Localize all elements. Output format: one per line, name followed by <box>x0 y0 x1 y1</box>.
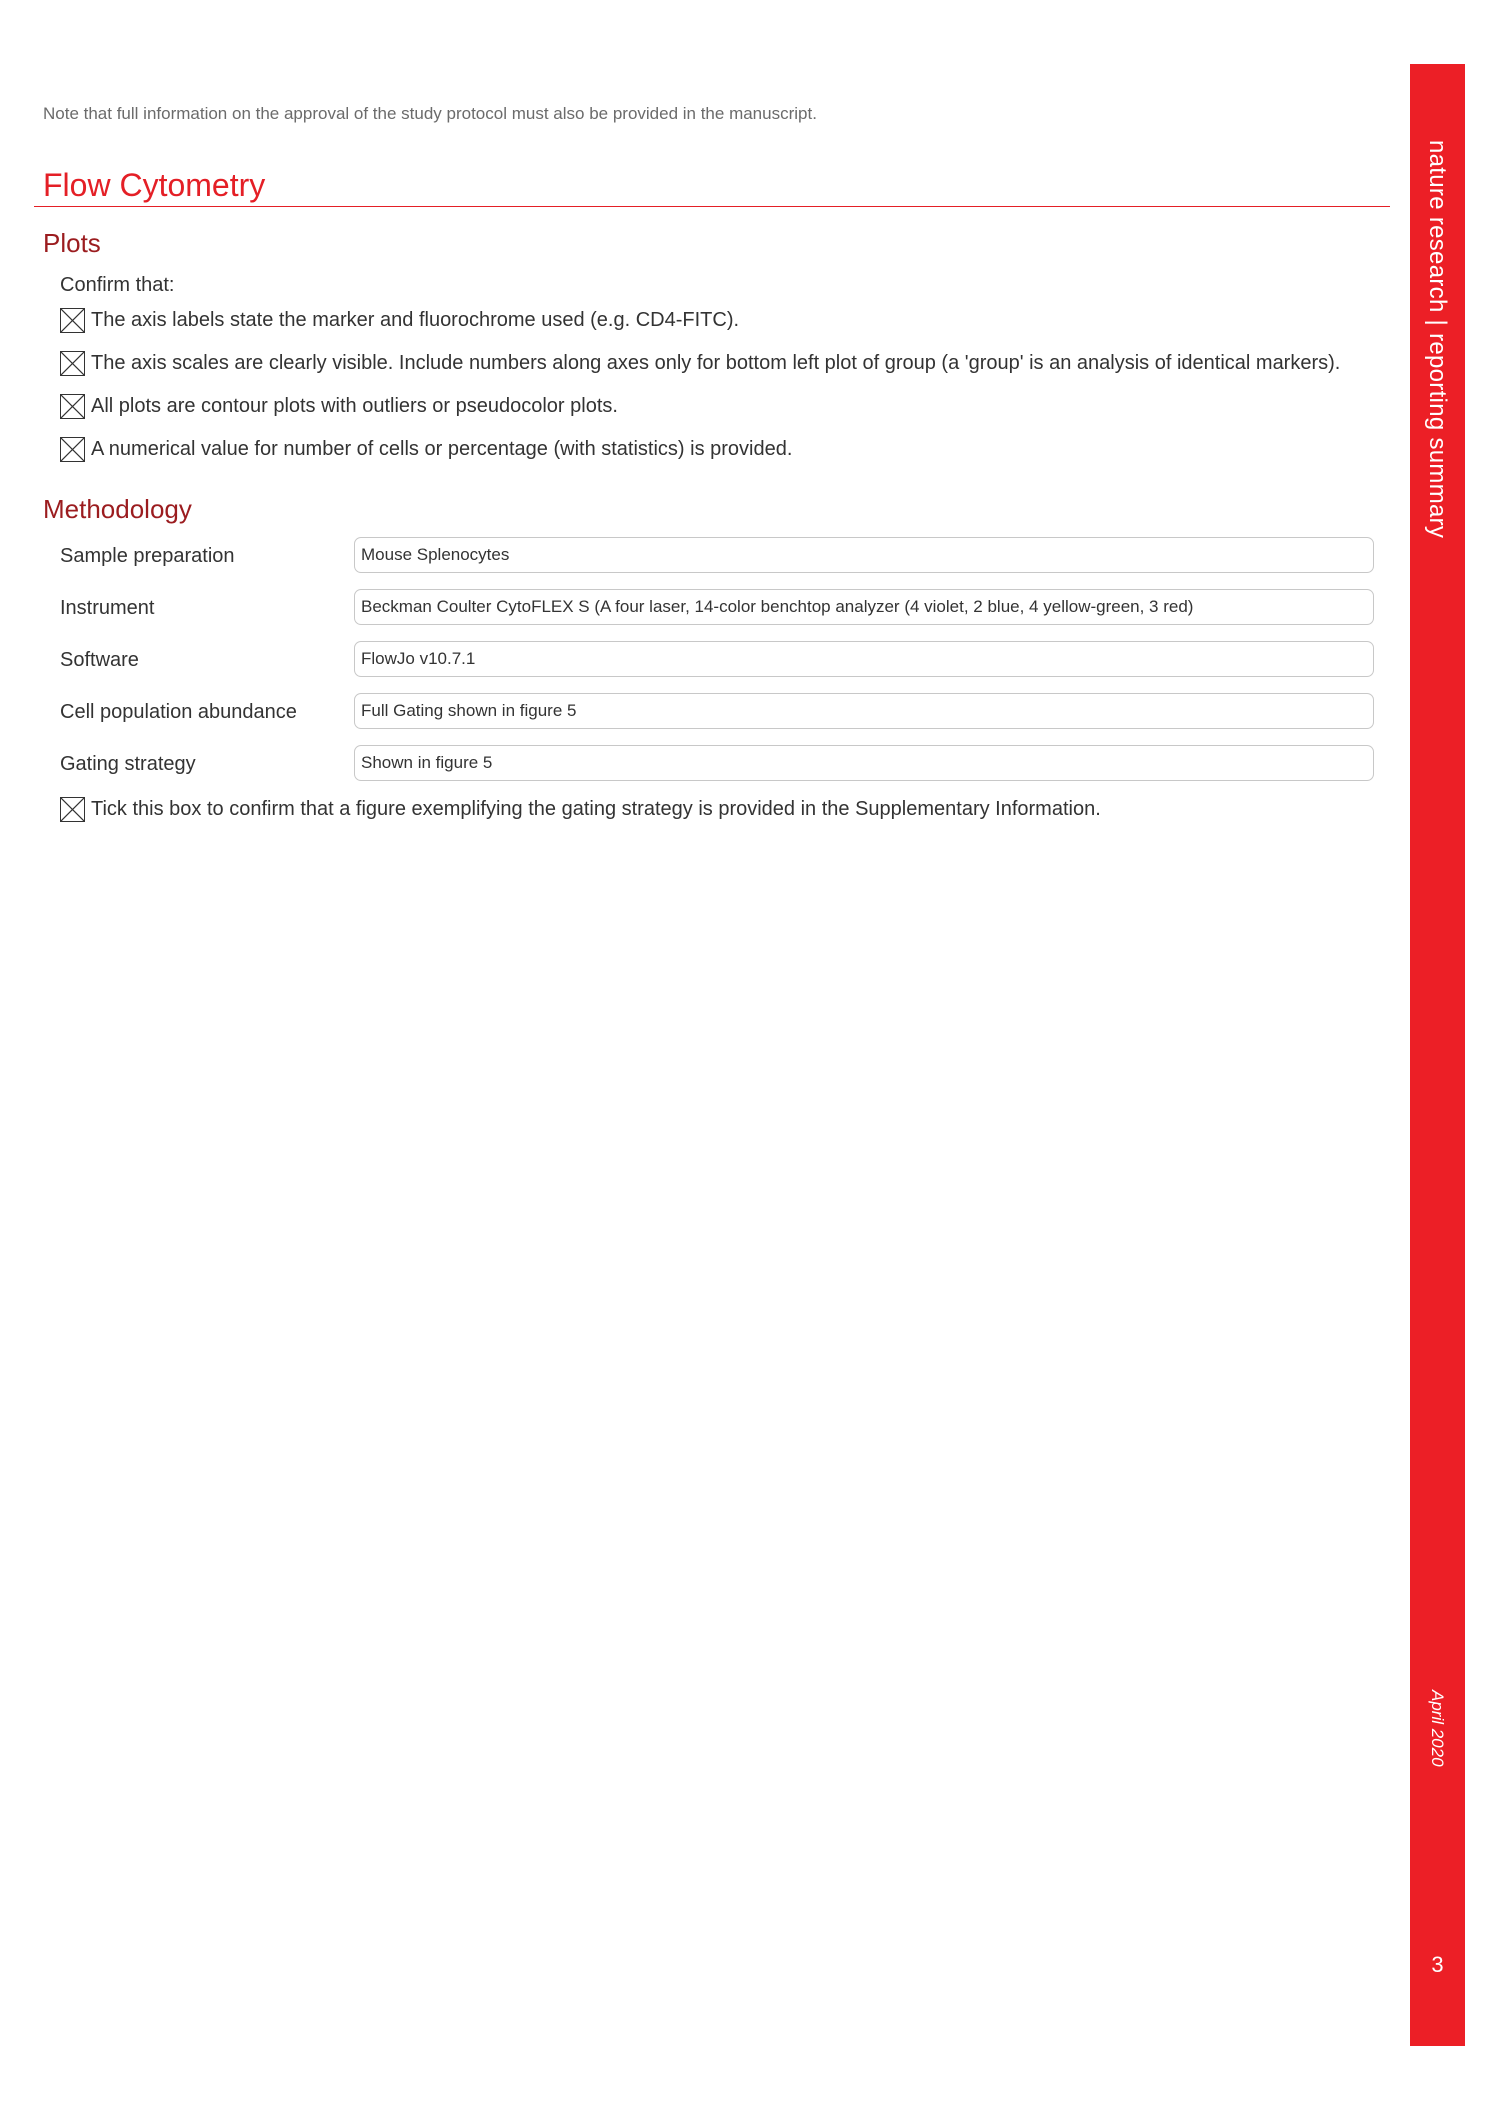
gating-strategy-field[interactable]: Shown in figure 5 <box>354 745 1374 781</box>
checked-box-icon[interactable] <box>60 308 85 333</box>
cell-population-abundance-field[interactable]: Full Gating shown in figure 5 <box>354 693 1374 729</box>
section-divider <box>34 206 1390 207</box>
sample-preparation-field[interactable]: Mouse Splenocytes <box>354 537 1374 573</box>
plots-check-item <box>60 308 739 333</box>
field-label-software: Software <box>60 649 139 671</box>
plots-heading: Plots <box>43 228 101 258</box>
checked-box-icon[interactable] <box>60 437 85 462</box>
field-label-instrument: Instrument <box>60 597 155 619</box>
checked-box-icon[interactable] <box>60 351 85 376</box>
plots-check-item <box>60 437 792 462</box>
gating-confirm-item <box>60 797 1101 822</box>
field-label-cell-population-abundance: Cell population abundance <box>60 701 297 723</box>
check-item-label: A numerical value for number of cells or percentage (with statistics) is provided. <box>91 438 793 460</box>
plots-check-item <box>60 351 1340 376</box>
confirm-label: Confirm that: <box>60 274 175 296</box>
field-label-sample-preparation: Sample preparation <box>60 545 235 567</box>
methodology-heading: Methodology <box>43 494 192 524</box>
protocol-note: Note that full information on the approval of the study protocol must also be provided in the manuscript. <box>43 104 817 123</box>
software-field[interactable]: FlowJo v10.7.1 <box>354 641 1374 677</box>
sidebar-brand: nature research | reporting summary <box>1424 140 1451 539</box>
section-title: Flow Cytometry <box>43 167 266 203</box>
instrument-field[interactable]: Beckman Coulter CytoFLEX S (A four laser, 14-color benchtop analyzer (4 violet, 2 blue, 4 yellow-green, 3 red) <box>354 589 1374 625</box>
check-item-label: Tick this box to confirm that a figure exemplifying the gating strategy is provided in the Supplementary Information. <box>91 798 1101 820</box>
plots-check-item <box>60 394 618 419</box>
check-item-label: The axis scales are clearly visible. Include numbers along axes only for bottom left plot of group (a 'group' is an analysis of identical markers). <box>91 352 1341 374</box>
page-number: 3 <box>1431 1952 1444 1977</box>
checked-box-icon[interactable] <box>60 797 85 822</box>
check-item-label: The axis labels state the marker and fluorochrome used (e.g. CD4-FITC). <box>91 309 740 331</box>
checked-box-icon[interactable] <box>60 394 85 419</box>
check-item-label: All plots are contour plots with outliers or pseudocolor plots. <box>91 395 618 417</box>
sidebar-date: April 2020 <box>1428 1690 1447 1767</box>
field-label-gating-strategy: Gating strategy <box>60 753 196 775</box>
